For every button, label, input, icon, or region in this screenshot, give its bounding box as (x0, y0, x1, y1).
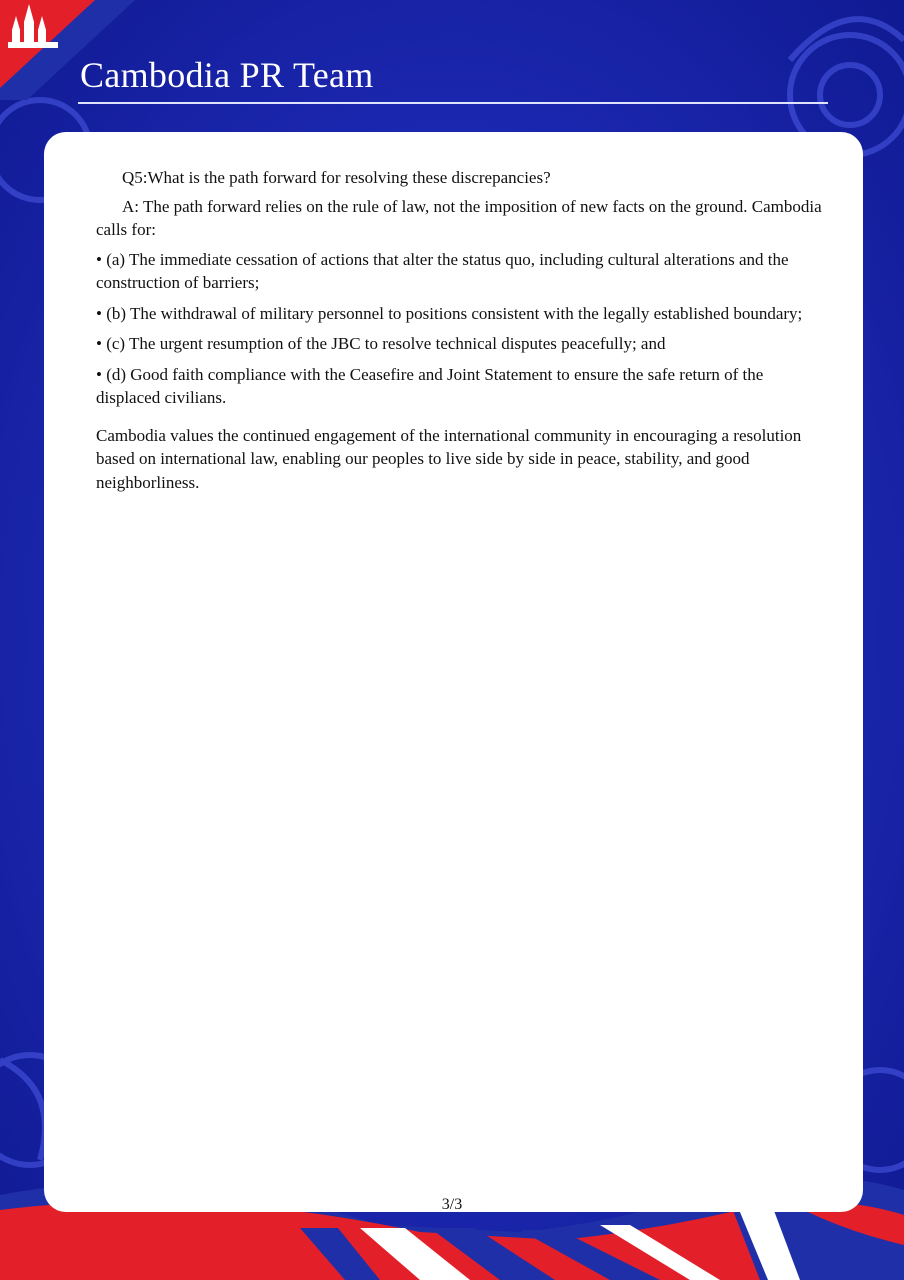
question-text: Q5:What is the path forward for resolving these discrepancies? (122, 168, 551, 187)
header-divider (78, 102, 828, 104)
bullet-item-c: • (c) The urgent resumption of the JBC to resolve technical disputes peacefully; and (96, 334, 666, 353)
answer-intro-text: A: The path forward relies on the rule of law, not the imposition of new facts on the ground. Cambodia calls for: (96, 196, 822, 239)
bullet-item-d: • (d) Good faith compliance with the Ceasefire and Joint Statement to ensure the safe return of the displaced civilians. (96, 364, 764, 407)
document-body (96, 166, 824, 494)
bullet-item-b: • (b) The withdrawal of military personnel to positions consistent with the legally established boundary; (96, 303, 803, 323)
header-title: Cambodia PR Team (80, 55, 374, 95)
closing-paragraph: Cambodia values the continued engagement of the international community in encouraging a resolution based on international law, enabling our peoples to live side by side in peace, stability, and good neighborliness. (96, 425, 802, 492)
page-number: 3/3 (441, 1196, 463, 1213)
bullet-item-a: • (a) The immediate cessation of actions that alter the status quo, including cultural alterations and the construction of barriers; (96, 249, 789, 292)
